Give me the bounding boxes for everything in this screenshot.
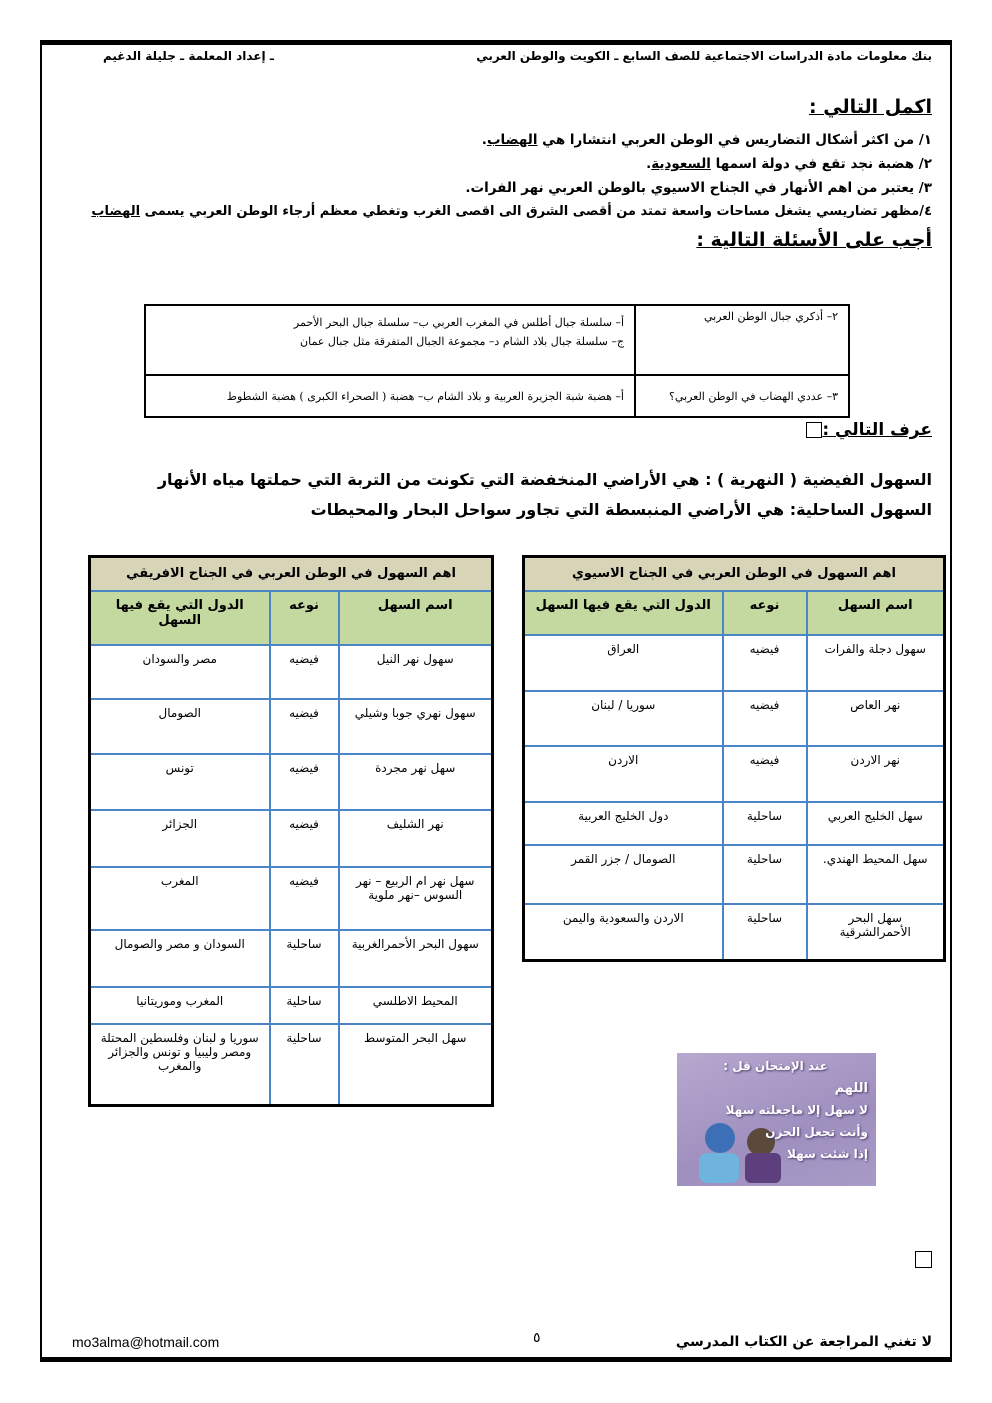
plain-type-cell: فيضيه [270, 867, 339, 930]
question-cell: ٢– أذكري جبال الوطن العربي [635, 305, 849, 375]
book [745, 1153, 781, 1183]
item-text: ٣/ يعتبر من اهم الأنهار في الجناح الاسيوي بالوطن العربي نهر الفرات. [465, 180, 932, 196]
plain-name-cell: سهول البحر الأحمرالغربية [339, 930, 493, 987]
header-author: ـ إعداد المعلمة ـ جليلة الدغيم [103, 49, 274, 63]
plain-countries-cell: مصر والسودان [90, 645, 270, 699]
table-row [524, 635, 945, 691]
plain-name-cell: المحيط الاطلسي [339, 987, 493, 1024]
bottom-rule [40, 1357, 952, 1362]
plain-type-cell: فيضيه [270, 754, 339, 810]
plain-type-cell: فيضيه [723, 635, 807, 691]
item-answer: الهضاب [91, 204, 141, 219]
answer-line: أ– سلسلة جبال أطلس في المغرب العربي ب– سلسلة جبال البحر الأحمر [293, 316, 624, 329]
complete-item-2 [646, 156, 932, 172]
plain-type-cell: ساحلية [270, 1024, 339, 1106]
plain-name-cell: سهل البحر المتوسط [339, 1024, 493, 1106]
answer-cell [145, 305, 635, 375]
checkbox-icon [806, 422, 822, 438]
table-row [524, 691, 945, 746]
column-header: نوعه [723, 591, 807, 635]
answer-line: أ– هضبة شبة الجزيرة العربية و بلاد الشام ب– هضبة ( الصحراء الكبرى ) هضبة الشطوط [226, 389, 624, 403]
plain-name-cell: سهول نهري جوبا وشيلي [339, 699, 493, 754]
plain-type-cell: فيضيه [723, 746, 807, 802]
table-row [90, 930, 493, 987]
item-tail: . [646, 156, 652, 172]
table-row [90, 987, 493, 1024]
table-title: اهم السهول في الوطن العربي في الجناح الاسيوي [524, 557, 945, 591]
plain-countries-cell: الصومال [90, 699, 270, 754]
complete-heading: اكمل التالي : [809, 96, 932, 118]
plain-name-cell: سهول دجلة والفرات [807, 635, 945, 691]
complete-item-3 [465, 180, 932, 196]
page-number: ٥ [533, 1330, 541, 1346]
definition-2 [311, 500, 932, 519]
plain-name-cell: سهل الخليج العربي [807, 802, 945, 845]
define-heading-text: عرف التالي : [822, 420, 932, 440]
table-row [90, 810, 493, 867]
plain-countries-cell: الصومال / جزر القمر [524, 845, 723, 904]
definition-text: هي الأراضي المنخفضة التي تكونت من التربة التي حملتها مياه الأنهار [157, 470, 706, 489]
plain-countries-cell: سوريا و لبنان وفلسطين المحتلة ومصر وليبيا و تونس والجزائر والمغرب [90, 1024, 270, 1106]
plain-type-cell: فيضيه [270, 645, 339, 699]
plain-countries-cell: المغرب [90, 867, 270, 930]
definition-term: السهول الفيضية ( النهرية ) : [705, 470, 932, 489]
plain-countries-cell: المغرب وموريتانيا [90, 987, 270, 1024]
table-row [90, 699, 493, 754]
definition-term: السهول الساحلية: [789, 500, 932, 519]
picture-line: لا سهل إلا ماجعلته سهلا [725, 1103, 868, 1117]
complete-item-1 [482, 132, 932, 148]
plain-name-cell: سهل المحيط الهندي. [807, 845, 945, 904]
complete-item-4 [91, 204, 932, 219]
table-row [524, 802, 945, 845]
footer-note: لا تغني المراجعة عن الكتاب المدرسي [675, 1334, 932, 1350]
question-cell: ٣– عددي الهضاب في الوطن العربي؟ [635, 375, 849, 417]
empty-checkbox [915, 1249, 932, 1268]
plain-type-cell: فيضيه [723, 691, 807, 746]
plain-name-cell: سهل نهر مجردة [339, 754, 493, 810]
plain-name-cell: نهر الاردن [807, 746, 945, 802]
questions-table [144, 304, 850, 418]
picture-line: وأنت تجعل الحزن [765, 1125, 868, 1139]
asia-plains-table [522, 555, 946, 962]
define-heading [806, 420, 932, 440]
top-rule [40, 40, 952, 45]
plain-countries-cell: الاردن والسعودية واليمن [524, 904, 723, 961]
plain-name-cell: سهول نهر النيل [339, 645, 493, 699]
column-header: اسم السهل [339, 591, 493, 645]
plain-name-cell: سهل البحر الأحمرالشرقية [807, 904, 945, 961]
plain-type-cell: ساحلية [723, 904, 807, 961]
item-text: ١/ من اكثر أشكال التضاريس في الوطن العربي انتشارا هي [537, 132, 932, 148]
definition-1 [158, 470, 932, 489]
plain-name-cell: نهر الشليف [339, 810, 493, 867]
exam-prayer-image [677, 1053, 876, 1186]
plain-type-cell: فيضيه [270, 699, 339, 754]
table-row [524, 904, 945, 961]
column-header: اسم السهل [807, 591, 945, 635]
answer-line: ج– سلسلة جبال بلاد الشام د– مجموعة الجبال المتفرقة مثل جبال عمان [300, 335, 624, 348]
plain-type-cell: فيضيه [270, 810, 339, 867]
plain-countries-cell: السودان و مصر والصومال [90, 930, 270, 987]
plain-countries-cell: دول الخليج العربية [524, 802, 723, 845]
picture-line: إذا شئت سهلا [787, 1147, 868, 1161]
answer-cell [145, 375, 635, 417]
table-title: اهم السهول في الوطن العربي في الجناح الافريقي [90, 557, 493, 591]
africa-plains-table [88, 555, 494, 1107]
item-tail: . [481, 132, 487, 148]
children-illustration [705, 1123, 735, 1153]
plain-countries-cell: تونس [90, 754, 270, 810]
table-row [90, 754, 493, 810]
checkbox-icon [915, 1251, 932, 1268]
column-header: نوعه [270, 591, 339, 645]
plain-type-cell: ساحلية [723, 845, 807, 904]
table-row [90, 1024, 493, 1106]
table-row [524, 845, 945, 904]
item-answer: السعودية [651, 156, 711, 172]
column-header: الدول التي يقع فيها السهل [524, 591, 723, 635]
definition-text: هي الأراضي المنبسطة التي تجاور سواحل البحار والمحيطات [310, 500, 790, 519]
plain-name-cell: نهر العاص [807, 691, 945, 746]
plain-countries-cell: سوريا / لبنان [524, 691, 723, 746]
answer-heading: أجب على الأسئلة التالية : [696, 229, 932, 251]
table-row [90, 645, 493, 699]
column-header: الدول التي يقع فيها السهل [90, 591, 270, 645]
child-body [699, 1153, 739, 1183]
plain-countries-cell: العراق [524, 635, 723, 691]
picture-line: عند الإمتحان قل : [723, 1059, 828, 1073]
plain-countries-cell: الجزائر [90, 810, 270, 867]
table-row [90, 867, 493, 930]
picture-line: اللهم [834, 1081, 868, 1096]
question-row [145, 375, 849, 417]
question-row [145, 305, 849, 375]
header-title: بنك معلومات مادة الدراسات الاجتماعية للصف السابع ـ الكويت والوطن العربي [476, 49, 932, 63]
plain-type-cell: ساحلية [270, 930, 339, 987]
item-answer: الهضاب [486, 132, 538, 148]
table-row [524, 746, 945, 802]
item-text: ٢/ هضبة نجد تقع في دولة اسمها [710, 156, 932, 172]
plain-type-cell: ساحلية [723, 802, 807, 845]
email-link[interactable]: mo3alma@hotmail.com [72, 1334, 220, 1350]
plain-countries-cell: الاردن [524, 746, 723, 802]
plain-name-cell: سهل نهر ام الربيع – نهر السوس –نهر ملوية [339, 867, 493, 930]
item-text: ٤/مظهر تضاريسي يشغل مساحات واسعة تمتد من أقصى الشرق الى اقصى الغرب وتغطي معظم أرجاء الوطن العربي يسمى [140, 204, 932, 219]
plain-type-cell: ساحلية [270, 987, 339, 1024]
